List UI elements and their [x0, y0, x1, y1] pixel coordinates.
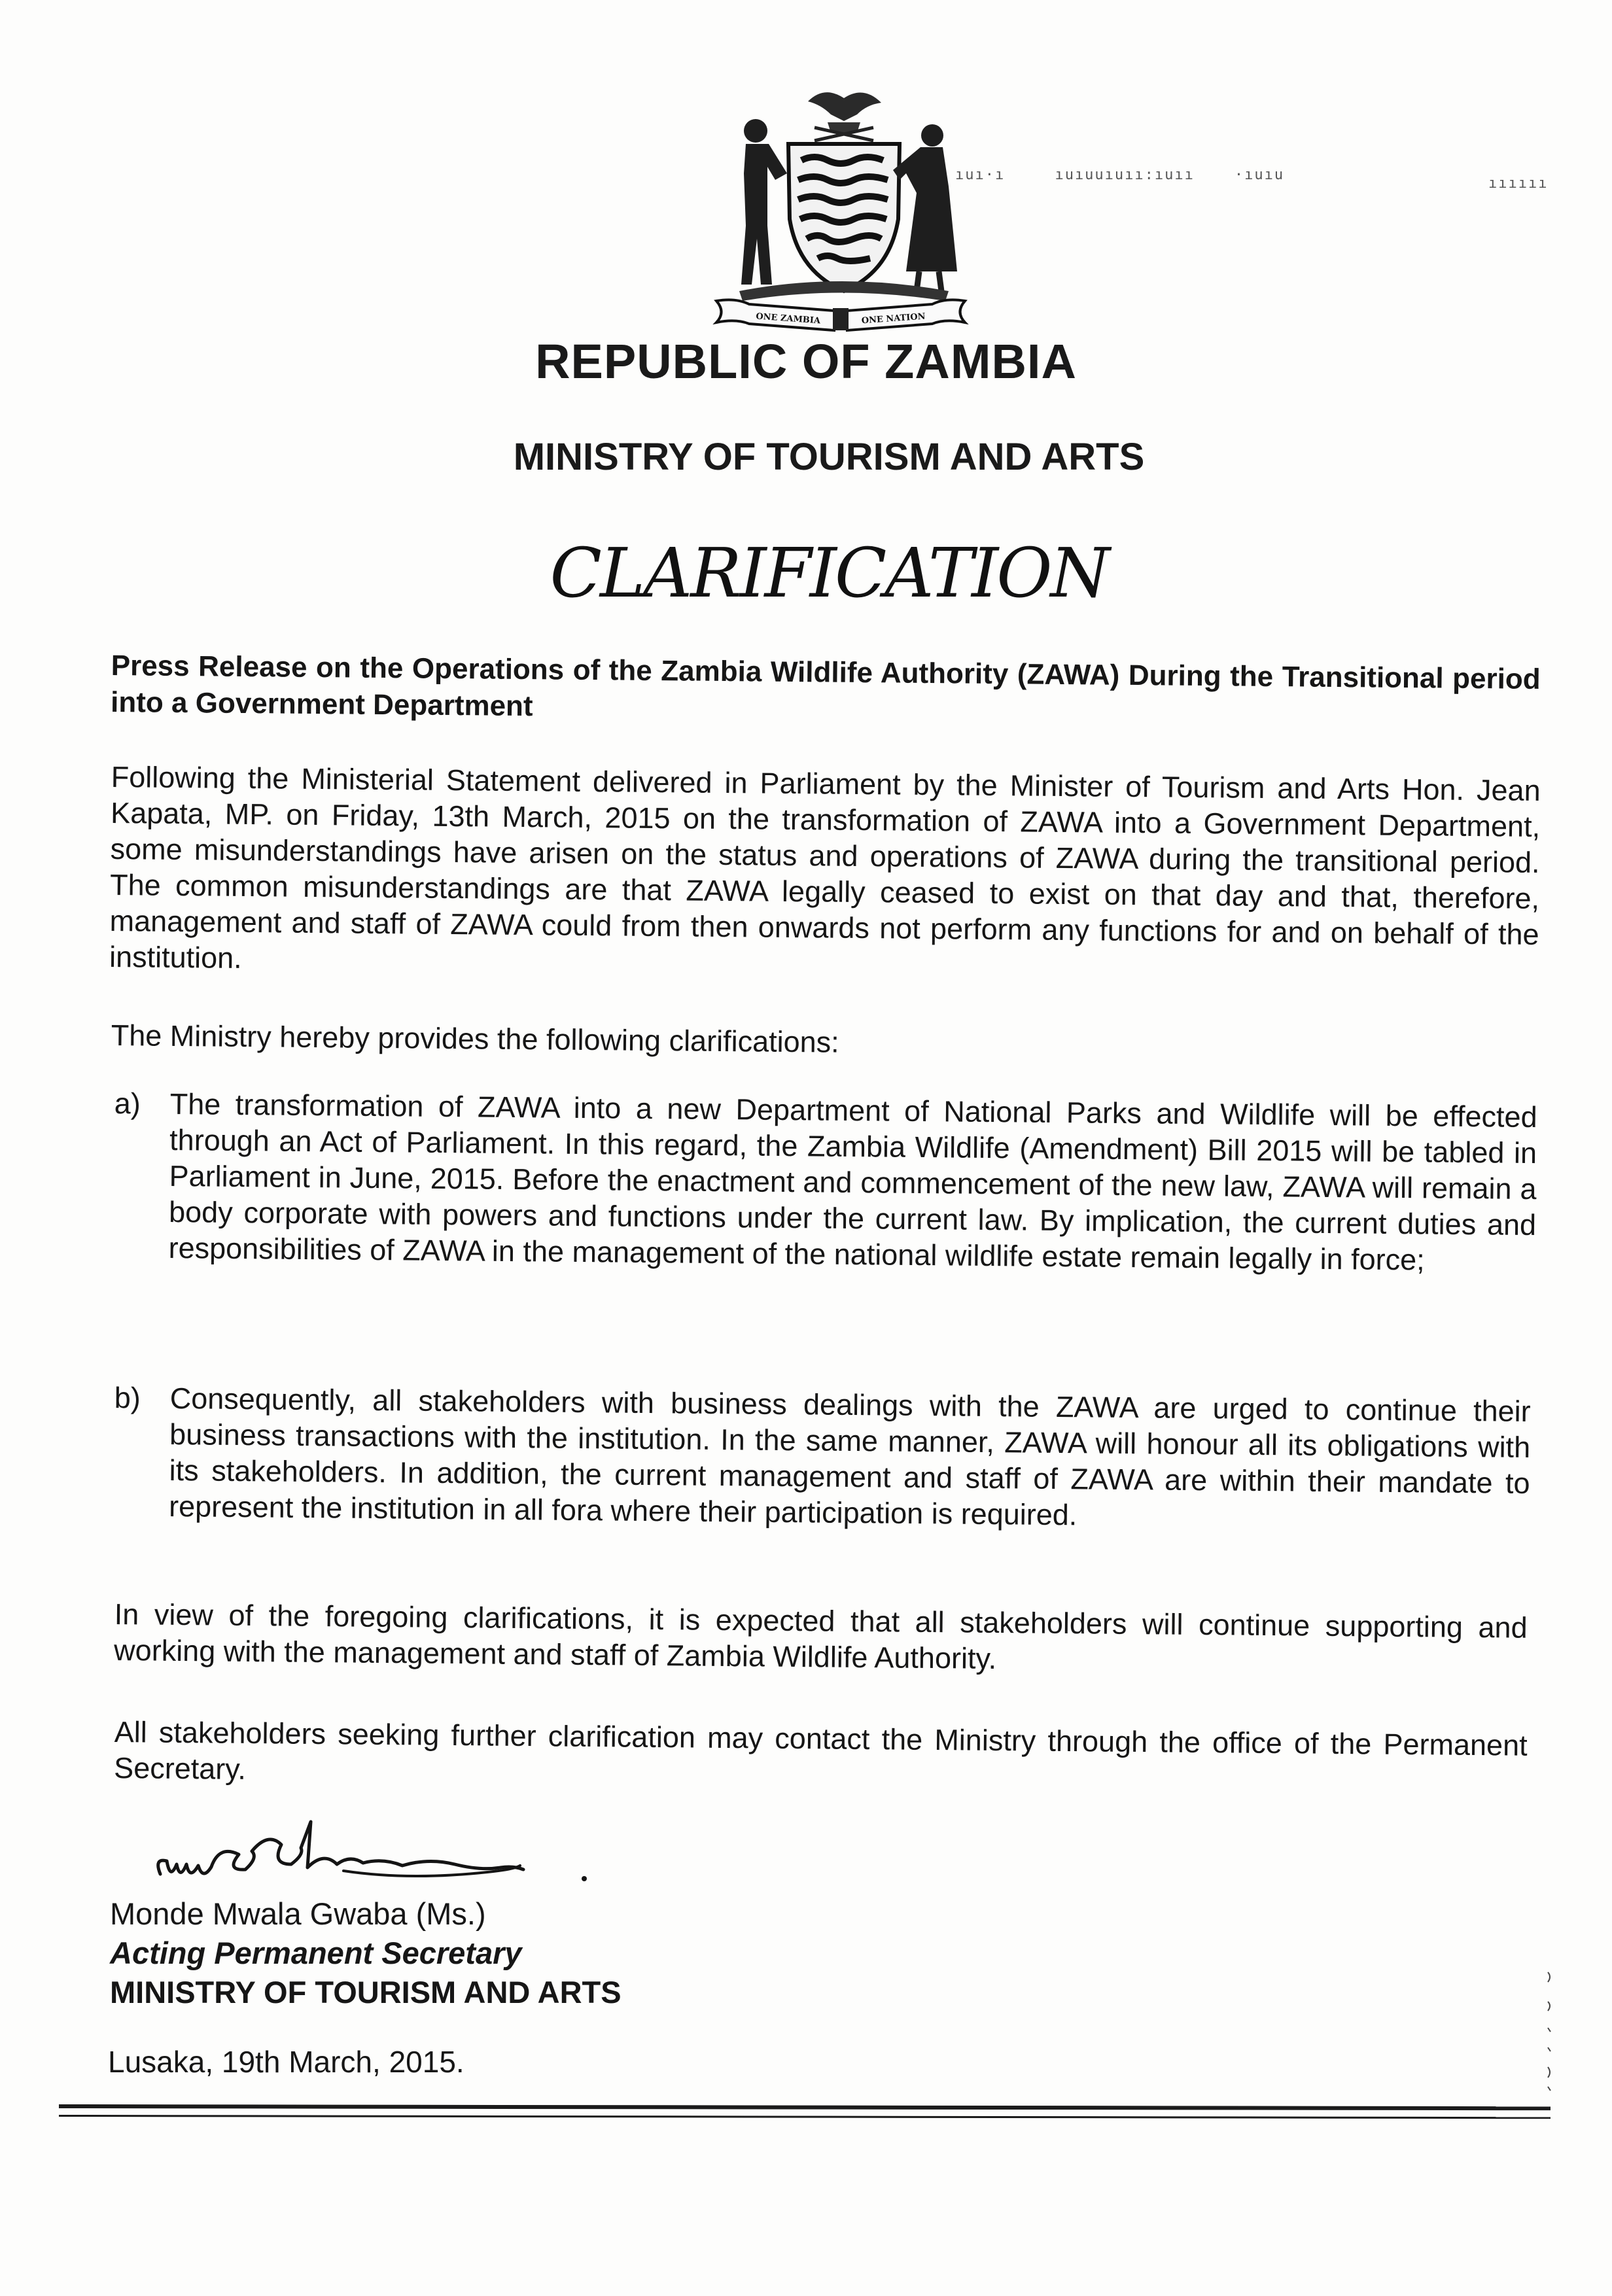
- scan-edge-marks: [1543, 1969, 1556, 2100]
- footer-rule-thin: [59, 2115, 1551, 2119]
- document-title: CLARIFICATION: [550, 533, 1108, 613]
- place-and-date: Lusaka, 19th March, 2015.: [108, 2045, 464, 2079]
- list-marker: b): [114, 1381, 141, 1415]
- clarification-text: The transformation of ZAWA into a new Department of National Parks and Wildlife will be effected through an Act of Parliament. In this regard, the Zambia Wildlife (Amendment) Bill 2015 will be tabled in Parliament in June, 2015. Before the enactment and commencement of the new law, ZAWA will remain a body corporate with powers and functions under the current law. By implication, the current duties and responsibilities of ZAWA in the management of the national wildlife estate remain legally in force;: [168, 1087, 1537, 1277]
- list-marker: a): [114, 1087, 141, 1121]
- signatory-title: Acting Permanent Secretary: [110, 1936, 522, 1970]
- scan-noise: ıııııı: [1488, 175, 1549, 192]
- footer-rule-thick: [59, 2104, 1551, 2110]
- scan-noise: ıuı·ı ıuıuuıuıı:ıuıı ·ıuıu: [955, 167, 1285, 183]
- signatory-name: Monde Mwala Gwaba (Ms.): [110, 1896, 486, 1931]
- clarification-text: Consequently, all stakeholders with business dealings with the ZAWA are urged to continue their business transactions with the institution. In the same manner, ZAWA will honour all its obligations with its stakeholders. In addition, the current management and staff of ZAWA are within their mandate to represent the institution in all fora where their participation is required.: [168, 1382, 1531, 1532]
- clarification-item: [114, 1380, 1531, 1537]
- lead-in-paragraph: The Ministry hereby provides the following clarifications:: [111, 1018, 839, 1059]
- conclusion-paragraph: In view of the foregoing clarifications, it is expected that all stakeholders will continue supporting and working with the management and staff of Zambia Wildlife Authority.: [113, 1597, 1528, 1675]
- contact-paragraph: All stakeholders seeking further clarification may contact the Ministry through the office of the Permanent Secretary.: [113, 1715, 1528, 1786]
- ministry-heading: MINISTRY OF TOURISM AND ARTS: [513, 436, 1145, 478]
- handwritten-signature: [147, 1818, 605, 1897]
- press-release-subject: Press Release on the Operations of the Zambia Wildlife Authority (ZAWA) During the Transitional period into a Government Department: [110, 649, 1541, 723]
- clarification-item: [114, 1086, 1537, 1279]
- signatory-ministry: MINISTRY OF TOURISM AND ARTS: [110, 1975, 622, 2009]
- zambia-coat-of-arms: [710, 75, 972, 337]
- emblem-motto-left: ONE ZAMBIA: [755, 311, 821, 326]
- emblem-motto-right: ONE NATION: [861, 311, 926, 326]
- intro-paragraph: Following the Ministerial Statement delivered in Parliament by the Minister of Tourism and Arts Hon. Jean Kapata, MP. on Friday, 13th March, 2015 on the transformation of ZAWA into a Government Department, some misunderstandings have arisen on the status and operations of ZAWA during the transitional period. The common misunderstandings are that ZAWA legally ceased to exist on that day and that, therefore, management and staff of ZAWA could from then onwards not perform any functions for and on behalf of the institution.: [109, 759, 1541, 975]
- country-heading: REPUBLIC OF ZAMBIA: [535, 334, 1077, 389]
